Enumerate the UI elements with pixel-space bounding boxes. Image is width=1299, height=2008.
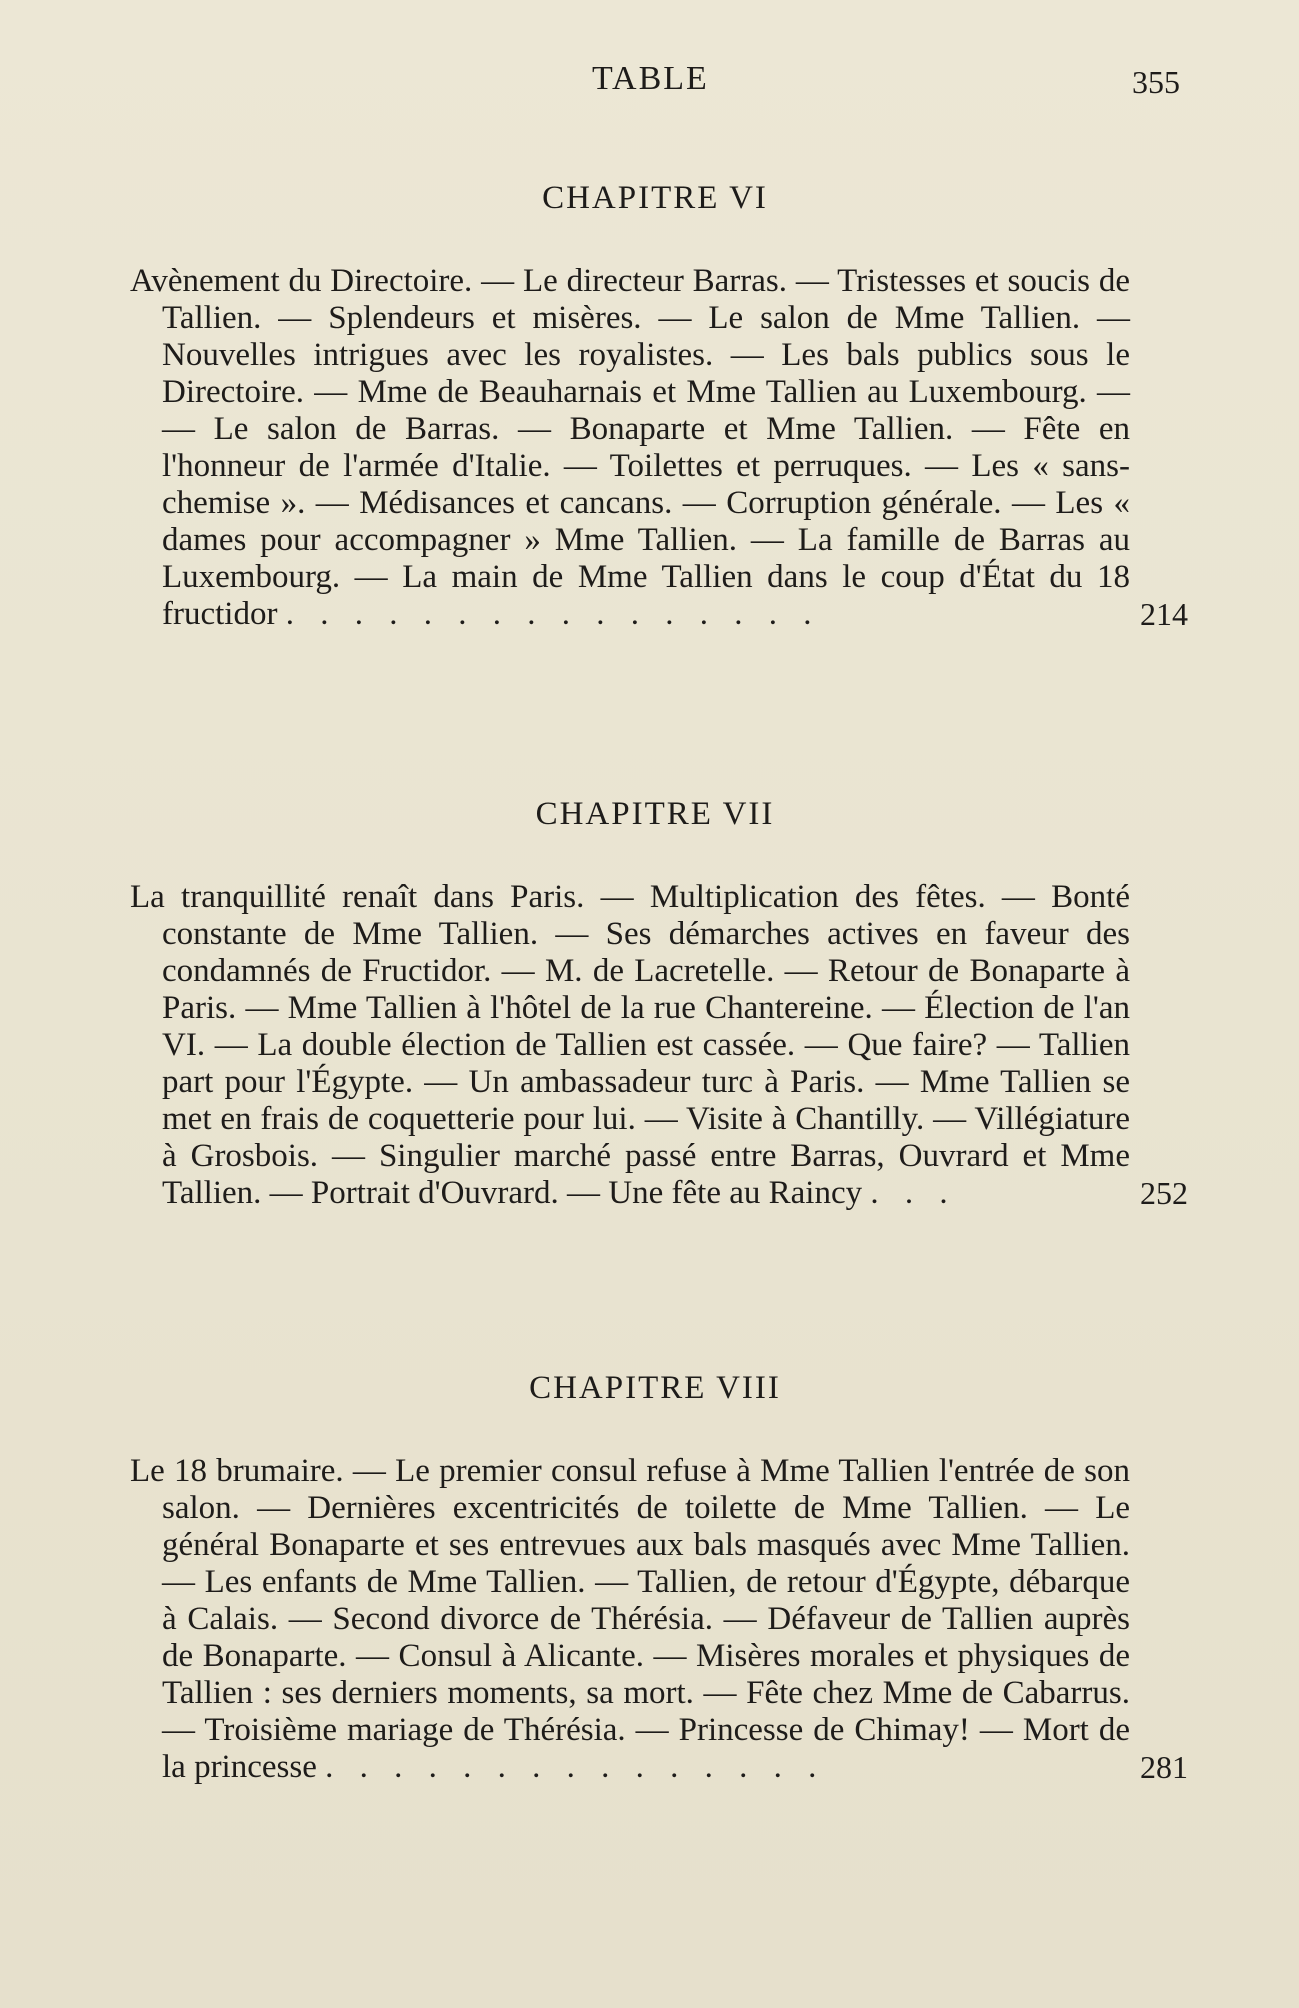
chapter-summary: Avènement du Directoire. — Le directeur Barras. — Tristesses et soucis de Tallien. — Splendeurs et misères. — Le salon de Mme Tallien. — Nouvelles intrigues avec les royalistes. — Les bals publics sous le Directoire. — Mme de Beauharnais et Mme Tallien au Luxembourg. — — Le salon de Barras. — Bonaparte et Mme Tallien. — Fête en l'honneur de l'armée d'Italie. — Toilettes et perruques. — Les « sans-chemise ». — Médisances et cancans. — Corruption générale. — Les « dames pour accompagner » Mme Tallien. — La famille de Barras au Luxembourg. — La main de Mme Tallien dans le coup d'État du 18 fructidor <box>130 263 1130 632</box>
chapter-summary: Le 18 brumaire. — Le premier consul refuse à Mme Tallien l'entrée de son salon. — Dernières excentricités de toilette de Mme Tallien. — Le général Bonaparte et ses entrevues aux bals masqués avec Mme Tallien. — Les enfants de Mme Tallien. — Tallien, de retour d'Égypte, débarque à Calais. — Second divorce de Thérésia. — Défaveur de Tallien auprès de Bonaparte. — Consul à Alicante. — Misères morales et physiques de Tallien : ses derniers moments, sa mort. — Fête chez Mme de Cabarrus. — Troisième mariage de Thérésia. — Princesse de Chimay! — Mort de la princesse <box>130 1453 1130 1785</box>
dot-leader: . . . . . . . . . . . . . . . . <box>285 596 821 632</box>
chapter-entry-7 <box>130 796 1188 1212</box>
chapter-page-ref: 214 <box>1140 596 1188 632</box>
chapter-summary-text <box>130 879 1130 1212</box>
dot-leader: . . . <box>870 1175 957 1211</box>
dot-leader: . . . . . . . . . . . . . . . <box>325 1749 826 1785</box>
chapter-title: CHAPITRE VI <box>542 180 768 216</box>
chapter-page-ref: 252 <box>1140 1175 1188 1211</box>
chapter-summary: La tranquillité renaît dans Paris. — Multiplication des fêtes. — Bonté constante de Mme Tallien. — Ses démarches actives en faveur des condamnés de Fructidor. — M. de Lacretelle. — Retour de Bonaparte à Paris. — Mme Tallien à l'hôtel de la rue Chantereine. — Élection de l'an VI. — La double élection de Tallien est cassée. — Que faire? — Tallien part pour l'Égypte. — Un ambassadeur turc à Paris. — Mme Tallien se met en frais de coquetterie pour lui. — Visite à Chantilly. — Villégiature à Grosbois. — Singulier marché passé entre Barras, Ouvrard et Mme Tallien. — Portrait d'Ouvrard. — Une fête au Raincy <box>130 879 1130 1211</box>
chapter-summary-block <box>130 879 1188 1212</box>
chapter-summary-block <box>130 263 1188 633</box>
chapter-page-ref: 281 <box>1140 1749 1188 1785</box>
running-title: TABLE <box>592 60 709 97</box>
chapter-entry-6 <box>130 180 1188 633</box>
chapter-entry-8 <box>130 1370 1188 1786</box>
running-header <box>0 60 1299 110</box>
chapter-summary-text <box>130 263 1130 633</box>
chapter-summary-text <box>130 1453 1130 1786</box>
chapter-summary-block <box>130 1453 1188 1786</box>
chapter-title: CHAPITRE VIII <box>529 1370 781 1406</box>
chapter-title: CHAPITRE VII <box>535 796 775 832</box>
page-number: 355 <box>1132 64 1180 100</box>
